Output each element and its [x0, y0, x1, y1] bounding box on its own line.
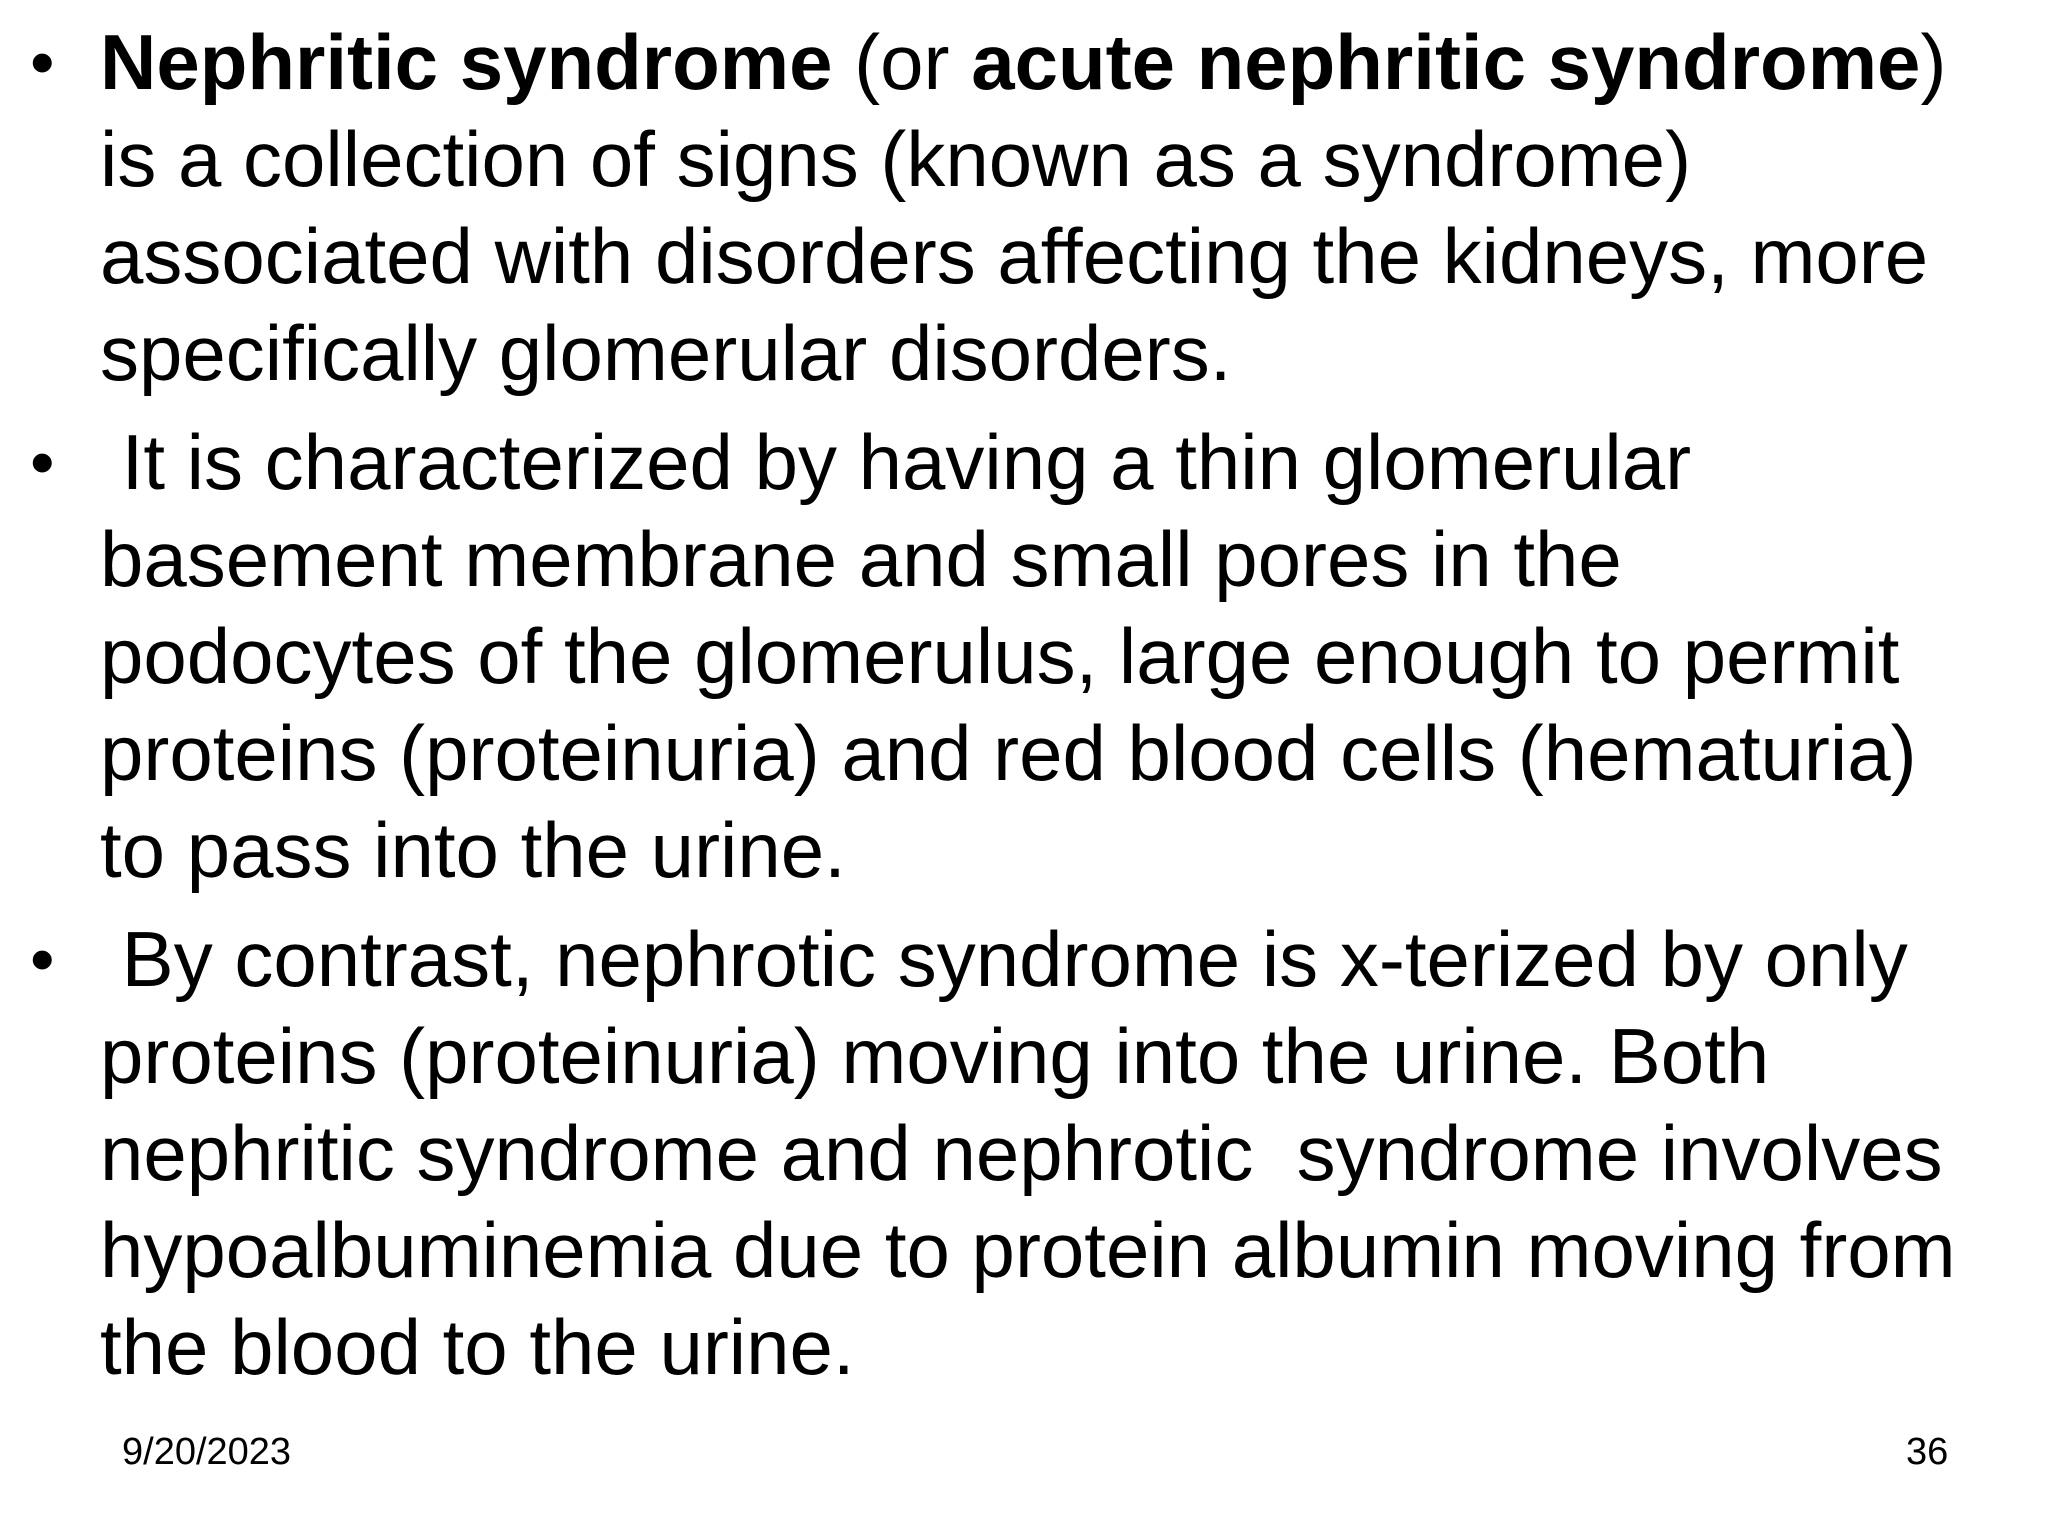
bullet-dot-icon: • — [30, 23, 55, 101]
bullet-line: is a collection of signs (known as a syndrome) — [100, 115, 1692, 203]
bullet-item-characteristics — [30, 414, 2030, 899]
bullet-line: proteins (proteinuria) and red blood cells (hematuria) — [100, 709, 1917, 797]
bullet-item-contrast — [30, 911, 2030, 1396]
footer-page-number: 36 — [1906, 1431, 1949, 1473]
bullet-dot-icon: • — [30, 423, 55, 501]
bullet-dot-icon: • — [30, 920, 55, 998]
bullet-line: associated with disorders affecting the kidneys, more — [100, 212, 1929, 300]
bullet-line — [100, 14, 2030, 111]
term-acute-nephritic-syndrome: acute nephritic syndrome — [971, 18, 1921, 106]
bullet-line: It is characterized by having a thin glomerular — [100, 418, 1692, 506]
text-segment: ) — [1920, 18, 1947, 106]
bullet-line: podocytes of the glomerulus, large enough to permit — [100, 612, 1900, 700]
text-segment: (or — [832, 18, 972, 106]
bullet-line: hypoalbuminemia due to protein albumin moving from — [100, 1206, 1956, 1294]
bullet-item-definition — [30, 14, 2030, 402]
bullet-line: By contrast, nephrotic syndrome is x-terized by only — [100, 915, 1908, 1003]
bullet-line: to pass into the urine. — [100, 806, 846, 894]
bullet-list — [30, 14, 2030, 1408]
bullet-line: proteins (proteinuria) moving into the urine. Both — [100, 1012, 1770, 1100]
bullet-line: basement membrane and small pores in the — [100, 515, 1622, 603]
term-nephritic-syndrome: Nephritic syndrome — [100, 18, 833, 106]
bullet-line: specifically glomerular disorders. — [100, 309, 1232, 397]
footer-date: 9/20/2023 — [122, 1431, 292, 1473]
bullet-line: nephritic syndrome and nephrotic syndrome involves — [100, 1109, 1943, 1197]
bullet-line: the blood to the urine. — [100, 1303, 855, 1391]
